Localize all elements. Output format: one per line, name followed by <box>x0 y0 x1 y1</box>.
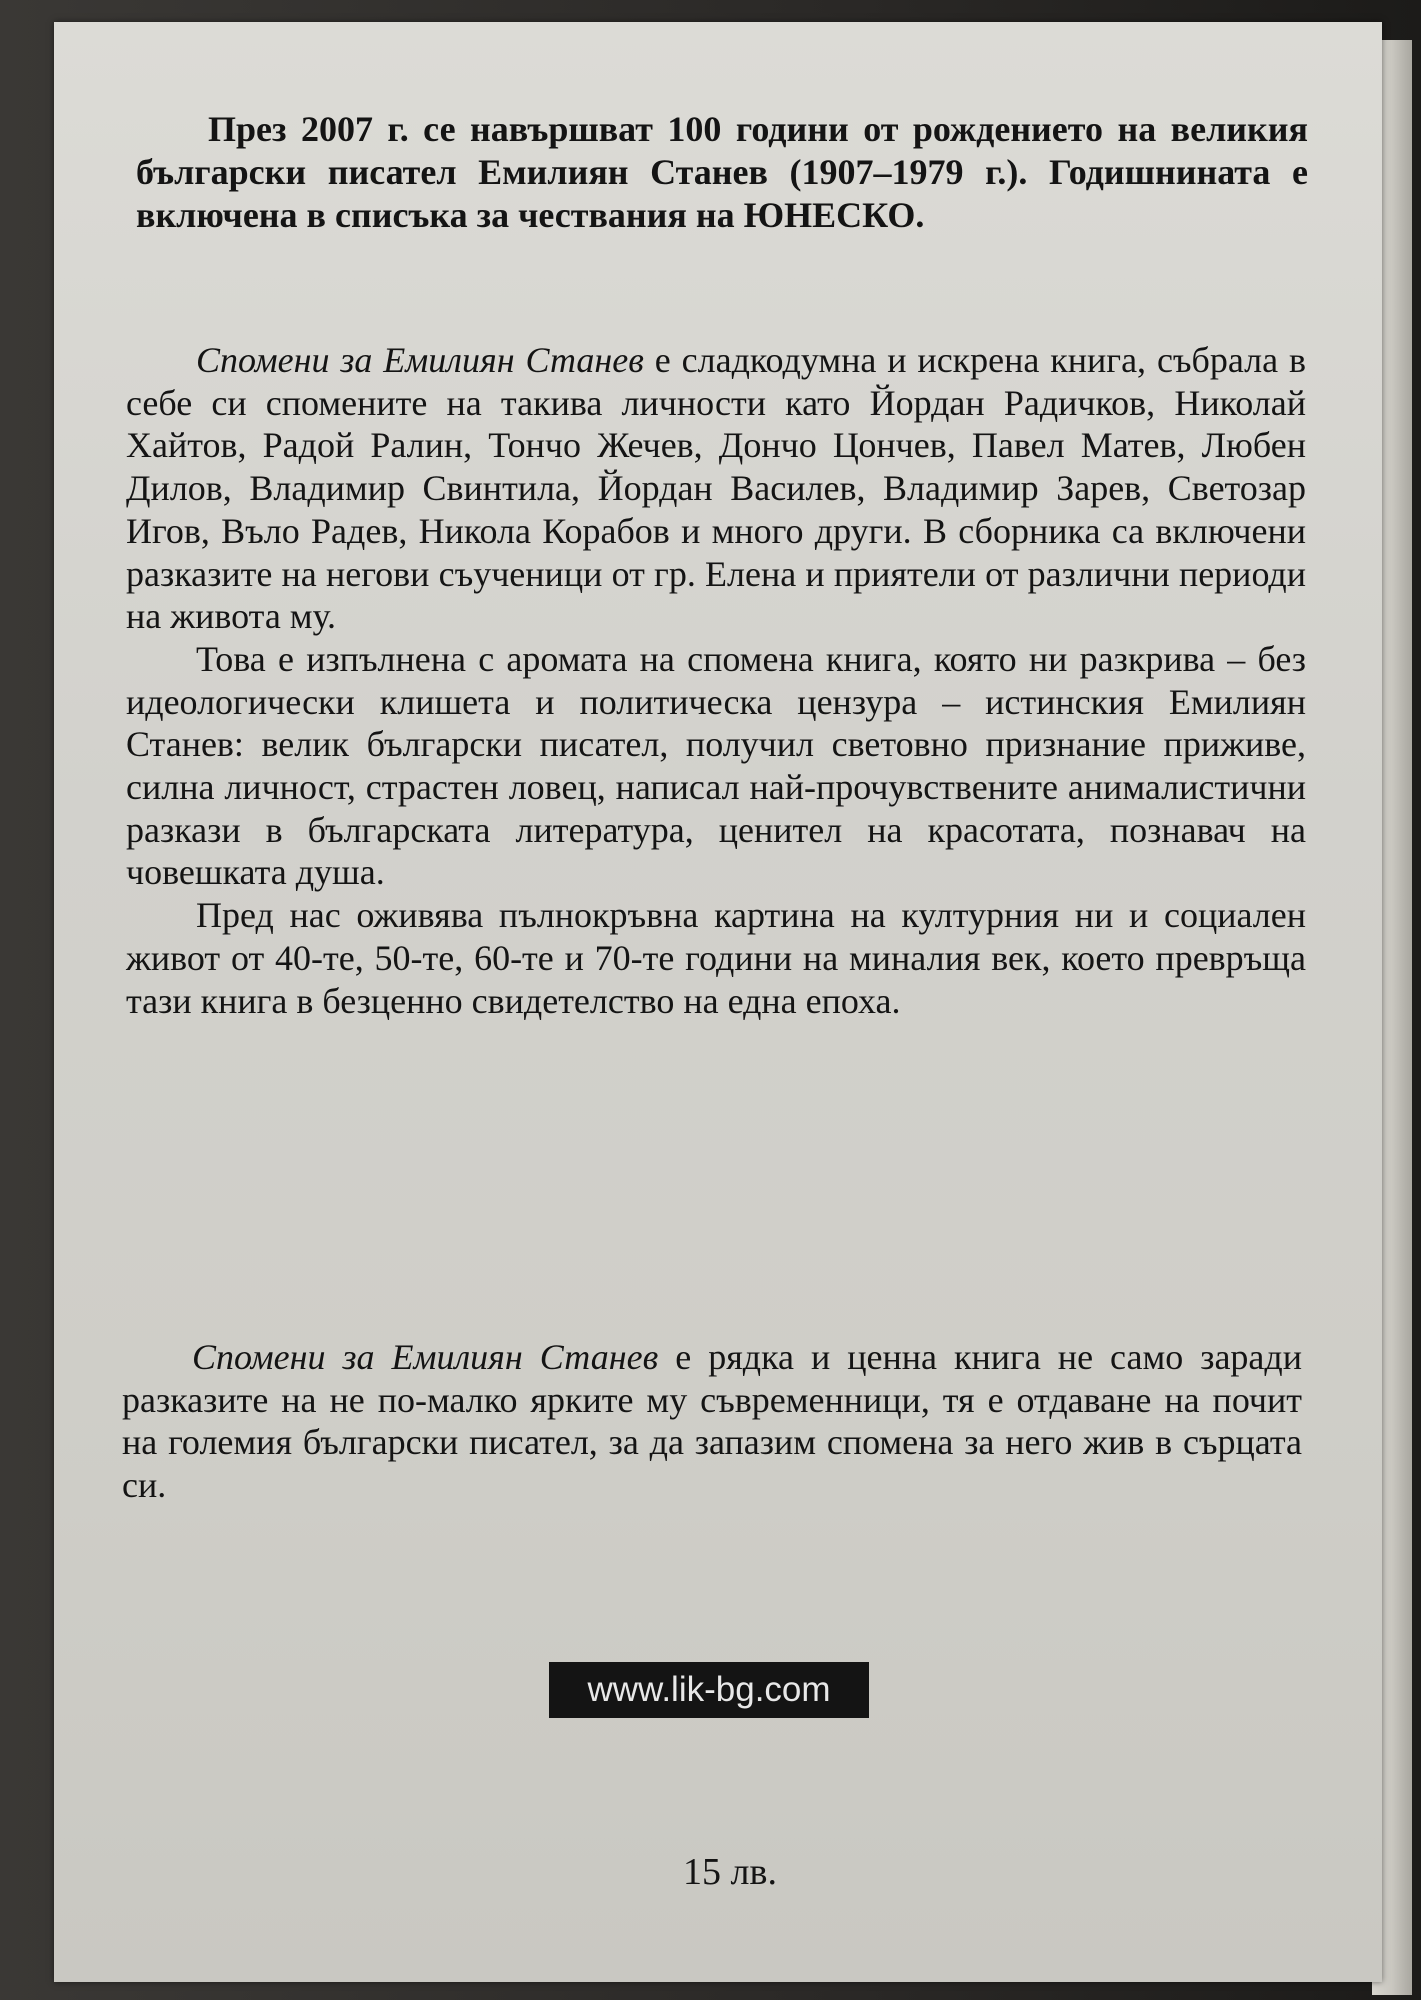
description-section <box>126 339 1306 1022</box>
intro-paragraph: През 2007 г. се навършват 100 години от рождението на великия български писател Емилиян Станев (1907–1979 г.). Годишнината е включена в списъка за чествания на ЮНЕСКО. <box>136 109 1308 235</box>
price-label: 15 лв. <box>683 1851 777 1893</box>
paragraph-1 <box>126 339 1306 638</box>
book-title-reference: Спомени за Емилиян Станев <box>196 340 644 380</box>
paragraph-4 <box>122 1336 1302 1507</box>
closing-section <box>122 1336 1302 1507</box>
paragraph-4-text: е рядка и ценна книга не само заради разказите на не по-малко ярките му съвременници, тя е отдаване на почит на големия български писател, за да запазим спомена за него жив в сърцата си. <box>122 1337 1302 1506</box>
paragraph-2: Това е изпълнена с аромата на спомена книга, която ни разкрива – без идеологически клишета и политическа цензура – истинския Емилиян Станев: велик български писател, получил световно признание приживе, силна личност, страстен ловец, написал най-прочувствените анималистични разкази в българската литература, ценител на красотата, познавач на човешката душа. <box>126 638 1306 893</box>
paragraph-1-text: е сладкодумна и искрена книга, събрала в себе си спомените на такива личности като Йордан Радичков, Николай Хайтов, Радой Ралин, Тончо Жечев, Дончо Цончев, Павел Матев, Любен Дилов, Владимир Свинтила, Йордан Василев, Владимир Зарев, Светозар Игов, Въло Радев, Никола Корабов и много други. В сборника са включени разказите на негови съученици от гр. Елена и приятели от различни периоди на живота му. <box>126 340 1306 637</box>
book-title-reference: Спомени за Емилиян Станев <box>192 1337 659 1377</box>
paragraph-3: Пред нас оживява пълнокръвна картина на културния ни и социален живот от 40-те, 50-те, 60-те и 70-те години на миналия век, което превръща тази книга в безценно свидетелство на една епоха. <box>126 895 1306 1021</box>
publisher-website-label: www.lik-bg.com <box>549 1662 869 1718</box>
